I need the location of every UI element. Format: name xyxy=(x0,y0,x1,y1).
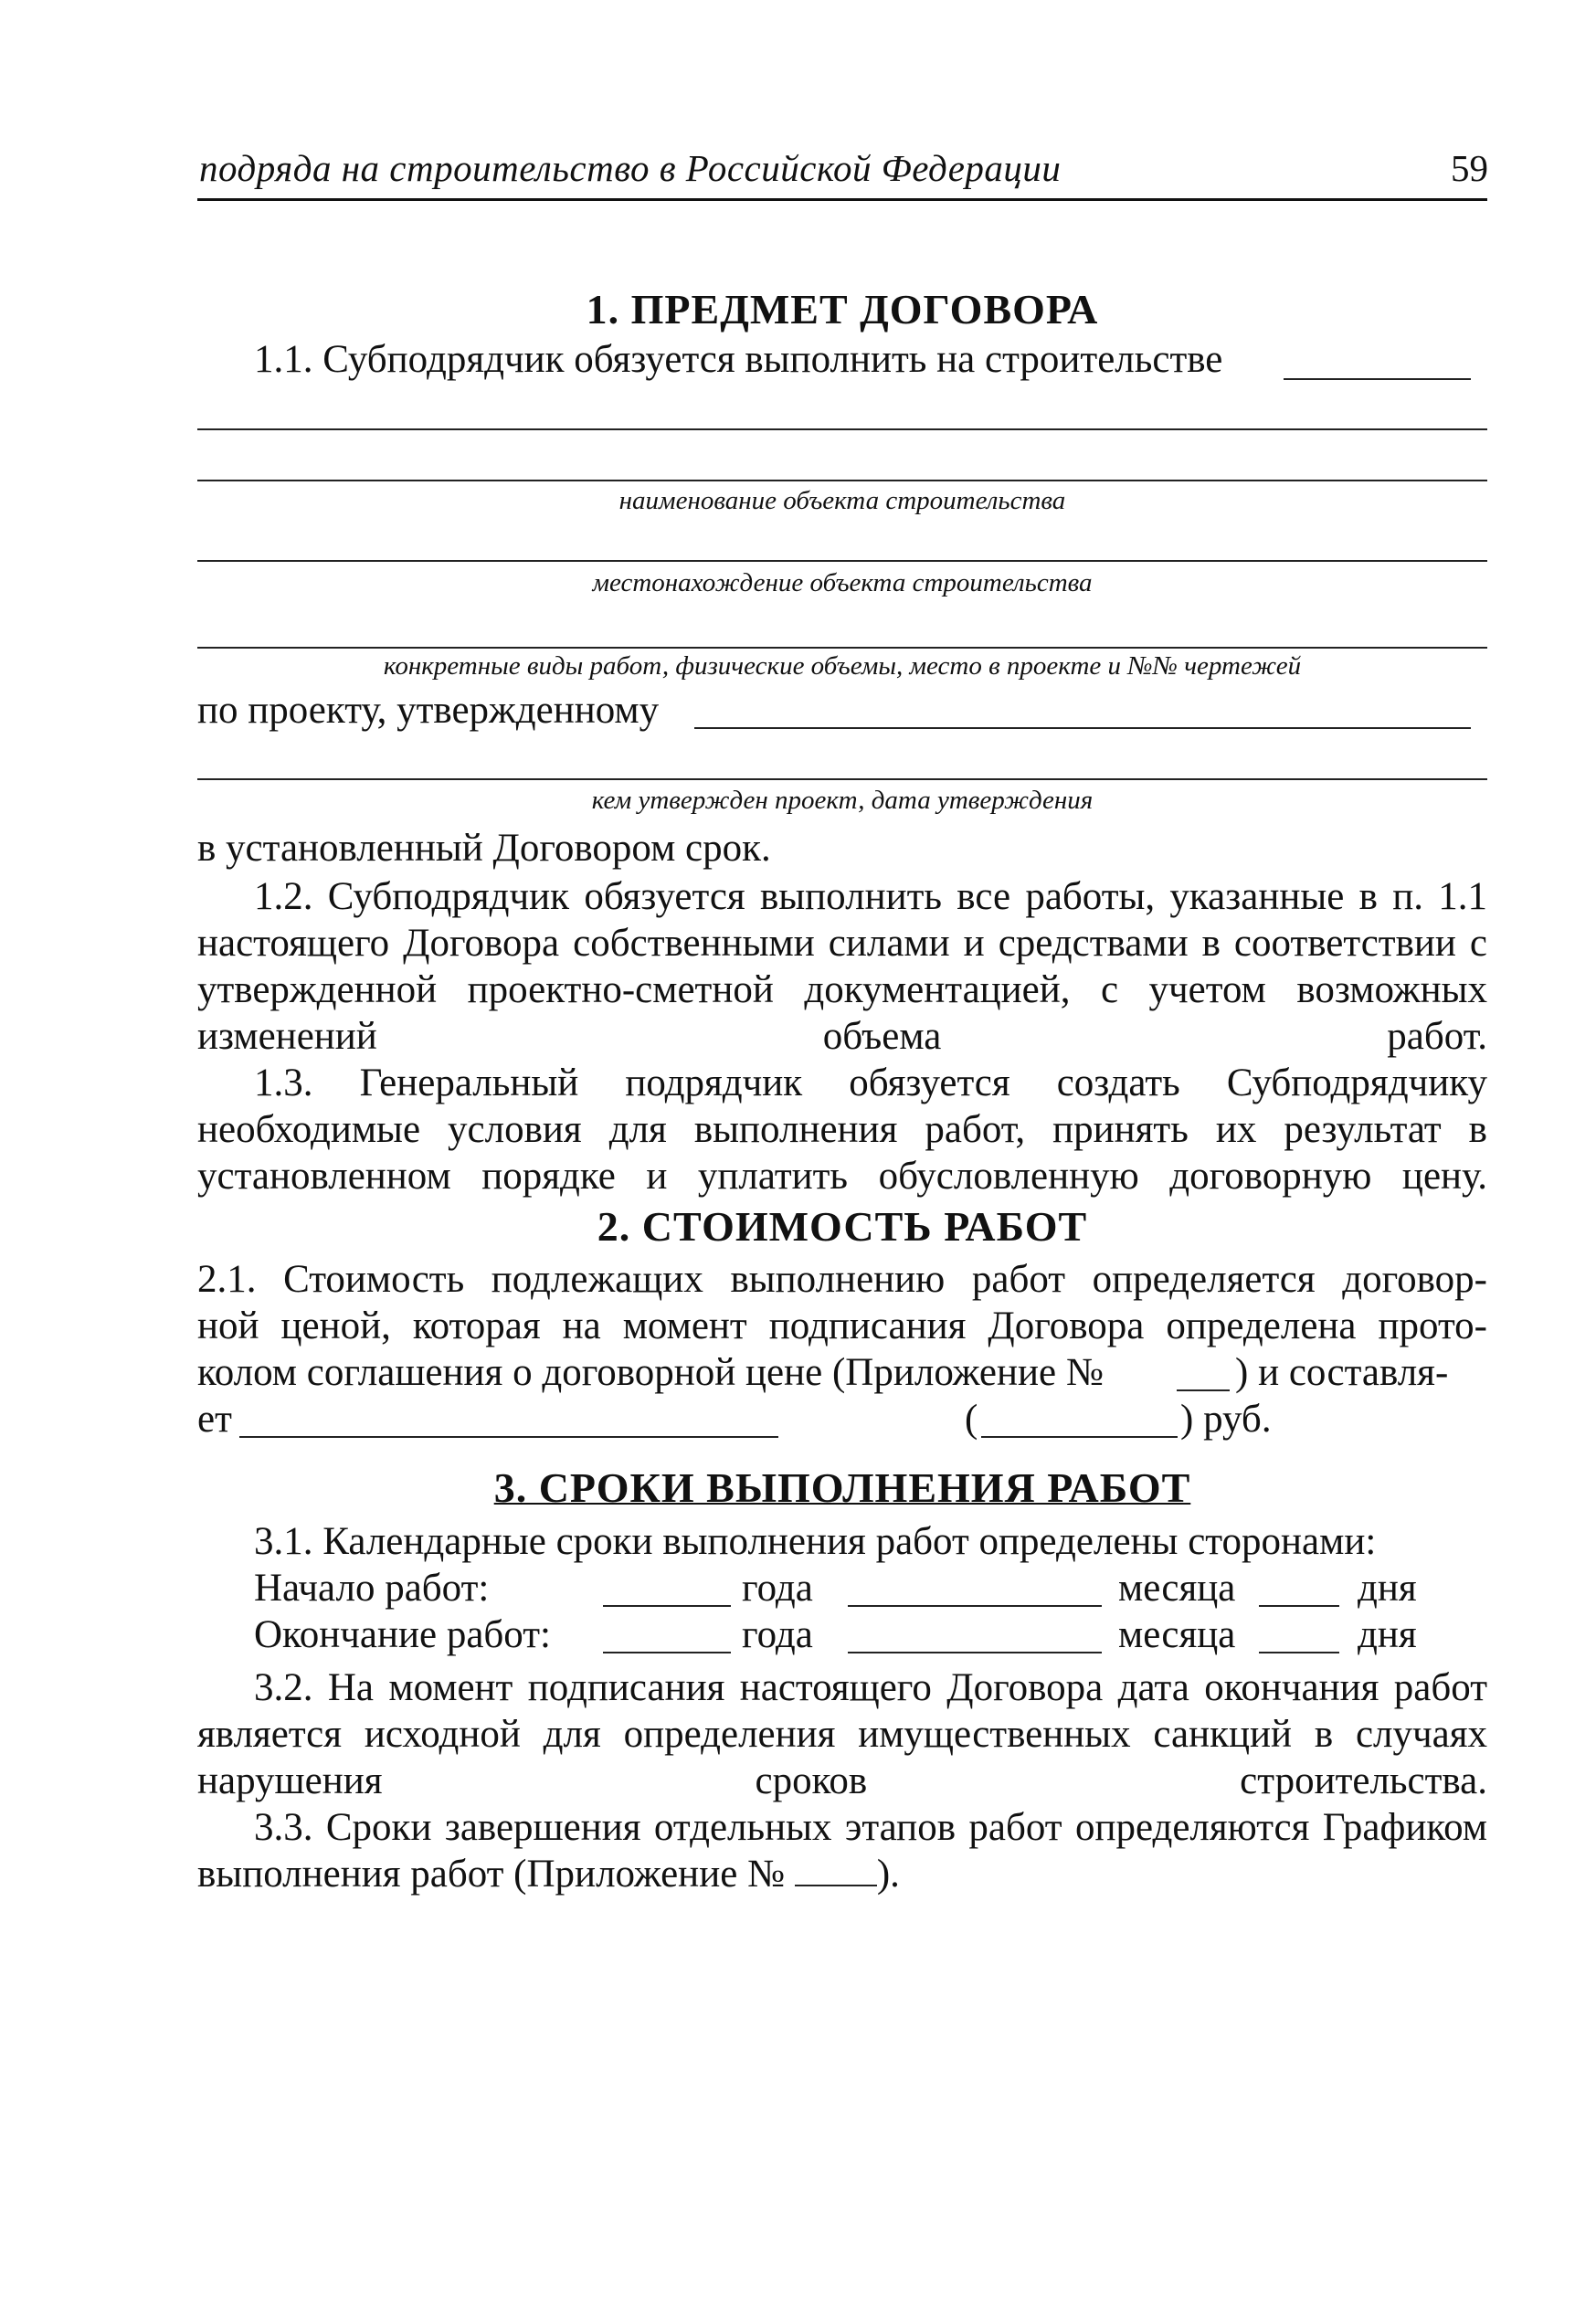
blank-appendix-price xyxy=(1177,1389,1230,1391)
clause-1-3-text: 1.3. Генеральный подрядчик обязуется создать Субподрядчику необходимые условия для выполнения работ, принять их результат в установленном порядке и уплатить обусловленную договорную цену. xyxy=(197,1062,1487,1198)
clause-3-2-text: 3.2. На момент подписания настоящего Договора дата окончания работ является исходной для определения имущественных санкций в случаях нарушения сроков строительства. xyxy=(197,1666,1487,1802)
blank-line-work-types xyxy=(197,647,1487,649)
caption-approved-by: кем утвержден проект, дата утверждения xyxy=(591,786,1094,815)
blank-end-year xyxy=(603,1652,731,1653)
blank-line-approved xyxy=(694,727,1471,729)
blank-price-words xyxy=(239,1436,778,1438)
clause-2-1 xyxy=(197,1256,1487,1442)
blank-start-day xyxy=(1259,1605,1339,1607)
start-works-label: Начало работ: xyxy=(254,1567,490,1610)
blank-price-amount xyxy=(981,1436,1178,1438)
clause-1-1-text: 1.1. Субподрядчик обязуется выполнить на строительстве xyxy=(254,338,1223,381)
per-project-text: по проекту, утвержденному xyxy=(197,689,660,732)
blank-end-day xyxy=(1259,1652,1339,1653)
clause-2-1-line-3-start: колом соглашения о договорной цене (Приложение № xyxy=(197,1351,1104,1394)
clause-2-1-open-paren: ( xyxy=(965,1398,978,1441)
clause-3-3-text: 3.3. Сроки завершения отдельных этапов работ определяются Графиком выполнения работ (Приложение № xyxy=(197,1806,1487,1896)
clause-2-1-line-3-end: ) и составля- xyxy=(1235,1351,1449,1394)
blank-line-1 xyxy=(197,428,1487,430)
start-month-word: месяца xyxy=(1118,1567,1236,1610)
caption-object-location: местонахождение объекта строительства xyxy=(592,568,1093,597)
clause-1-2 xyxy=(197,873,1487,1060)
clause-3-1-text: 3.1. Календарные сроки выполнения работ определены сторонами: xyxy=(254,1520,1377,1563)
start-year-word: года xyxy=(742,1567,813,1610)
clause-3-2 xyxy=(197,1664,1487,1804)
clause-3-3-paragraph xyxy=(197,1804,1487,1897)
blank-line-object-name xyxy=(197,480,1487,481)
blank-line-construction xyxy=(1284,378,1471,380)
section-2-title: 2. СТОИМОСТЬ РАБОТ xyxy=(597,1203,1088,1250)
section-1-title: 1. ПРЕДМЕТ ДОГОВОРА xyxy=(586,286,1099,333)
end-year-word: года xyxy=(742,1613,813,1656)
clause-3-3-end: ). xyxy=(876,1853,900,1896)
blank-start-month xyxy=(848,1605,1102,1607)
clause-3-3 xyxy=(197,1804,1487,1897)
blank-line-object-location xyxy=(197,560,1487,562)
blank-start-year xyxy=(603,1605,731,1607)
clause-2-1-line-2: ной ценой, которая на момент подписания Договора определена прото- xyxy=(197,1305,1487,1347)
page-number: 59 xyxy=(1451,147,1488,189)
end-works-label: Окончание работ: xyxy=(254,1613,551,1656)
in-term-text: в установленный Договором срок. xyxy=(197,827,771,870)
end-day-word: дня xyxy=(1358,1613,1417,1656)
clause-2-1-line-3 xyxy=(197,1349,1487,1396)
clause-1-2-text: 1.2. Субподрядчик обязуется выполнить все работы, указанные в п. 1.1 настоящего Договора собственными силами и средствами в соответствии с утвержденной проектно-сметной документацией, с учетом возможных изменений объема работ. xyxy=(197,875,1487,1058)
blank-appendix-schedule xyxy=(795,1854,877,1886)
clause-1-3 xyxy=(197,1060,1487,1199)
clause-2-1-rub: ) руб. xyxy=(1180,1398,1272,1441)
clause-2-1-line-4-start: ет xyxy=(197,1398,232,1441)
clause-2-1-line-4 xyxy=(197,1396,1487,1442)
end-month-word: месяца xyxy=(1118,1613,1236,1656)
start-day-word: дня xyxy=(1358,1567,1417,1610)
caption-work-types: конкретные виды работ, физические объемы, место в проекте и №№ чертежей xyxy=(383,651,1302,681)
caption-object-name: наименование объекта строительства xyxy=(618,486,1066,515)
clause-2-1-line-1: 2.1. Стоимость подлежащих выполнению работ определяется договор- xyxy=(197,1258,1487,1301)
header-rule xyxy=(197,198,1487,201)
section-3-title: 3. СРОКИ ВЫПОЛНЕНИЯ РАБОТ xyxy=(493,1464,1191,1511)
blank-end-month xyxy=(848,1652,1102,1653)
blank-line-approved-by xyxy=(197,778,1487,780)
running-header: подряда на строительство в Российской Федерации xyxy=(199,147,1062,189)
